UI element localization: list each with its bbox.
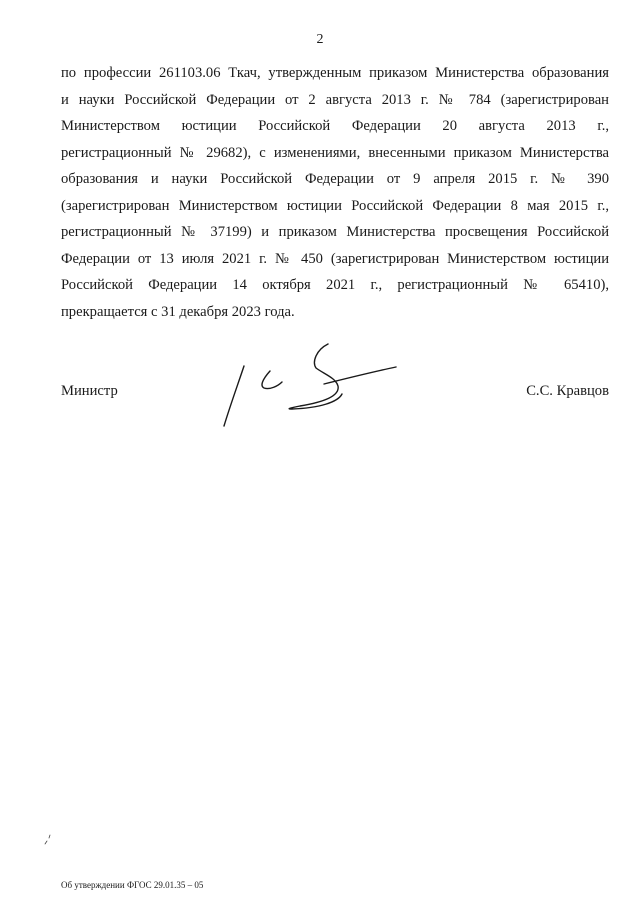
body-line: Федерации от 13 июля 2021 г. № 450 (зарегистрирован Министерством юстиции — [61, 250, 609, 267]
body-line: прекращается с 31 декабря 2023 года. — [61, 303, 295, 320]
document-body — [61, 60, 609, 325]
signer-name: С.С. Кравцов — [526, 383, 609, 399]
body-line: по профессии 261103.06 Ткач, утвержденным приказом Министерства образования — [61, 65, 609, 81]
page-number: 2 — [316, 32, 324, 47]
body-line: и науки Российской Федерации от 2 августа 2013 г. № 784 (зарегистрирован — [61, 91, 609, 108]
scan-mark — [43, 832, 53, 846]
signer-title: Министр — [61, 383, 118, 399]
body-line: образования и науки Российской Федерации от 9 апреля 2015 г. № 390 — [61, 171, 609, 187]
body-line: Российской Федерации 14 октября 2021 г., регистрационный № 65410), — [61, 277, 609, 293]
footer-reference: Об утверждении ФГОС 29.01.35 – 05 — [61, 880, 204, 890]
body-line: регистрационный № 37199) и приказом Министерства просвещения Российской — [61, 224, 609, 240]
body-line: регистрационный № 29682), с изменениями, внесенными приказом Министерства — [61, 144, 609, 161]
body-line: Министерством юстиции Российской Федерации 20 августа 2013 г., — [61, 118, 609, 134]
body-line: (зарегистрирован Министерством юстиции Российской Федерации 8 мая 2015 г., — [61, 197, 609, 214]
handwritten-signature — [220, 336, 410, 431]
